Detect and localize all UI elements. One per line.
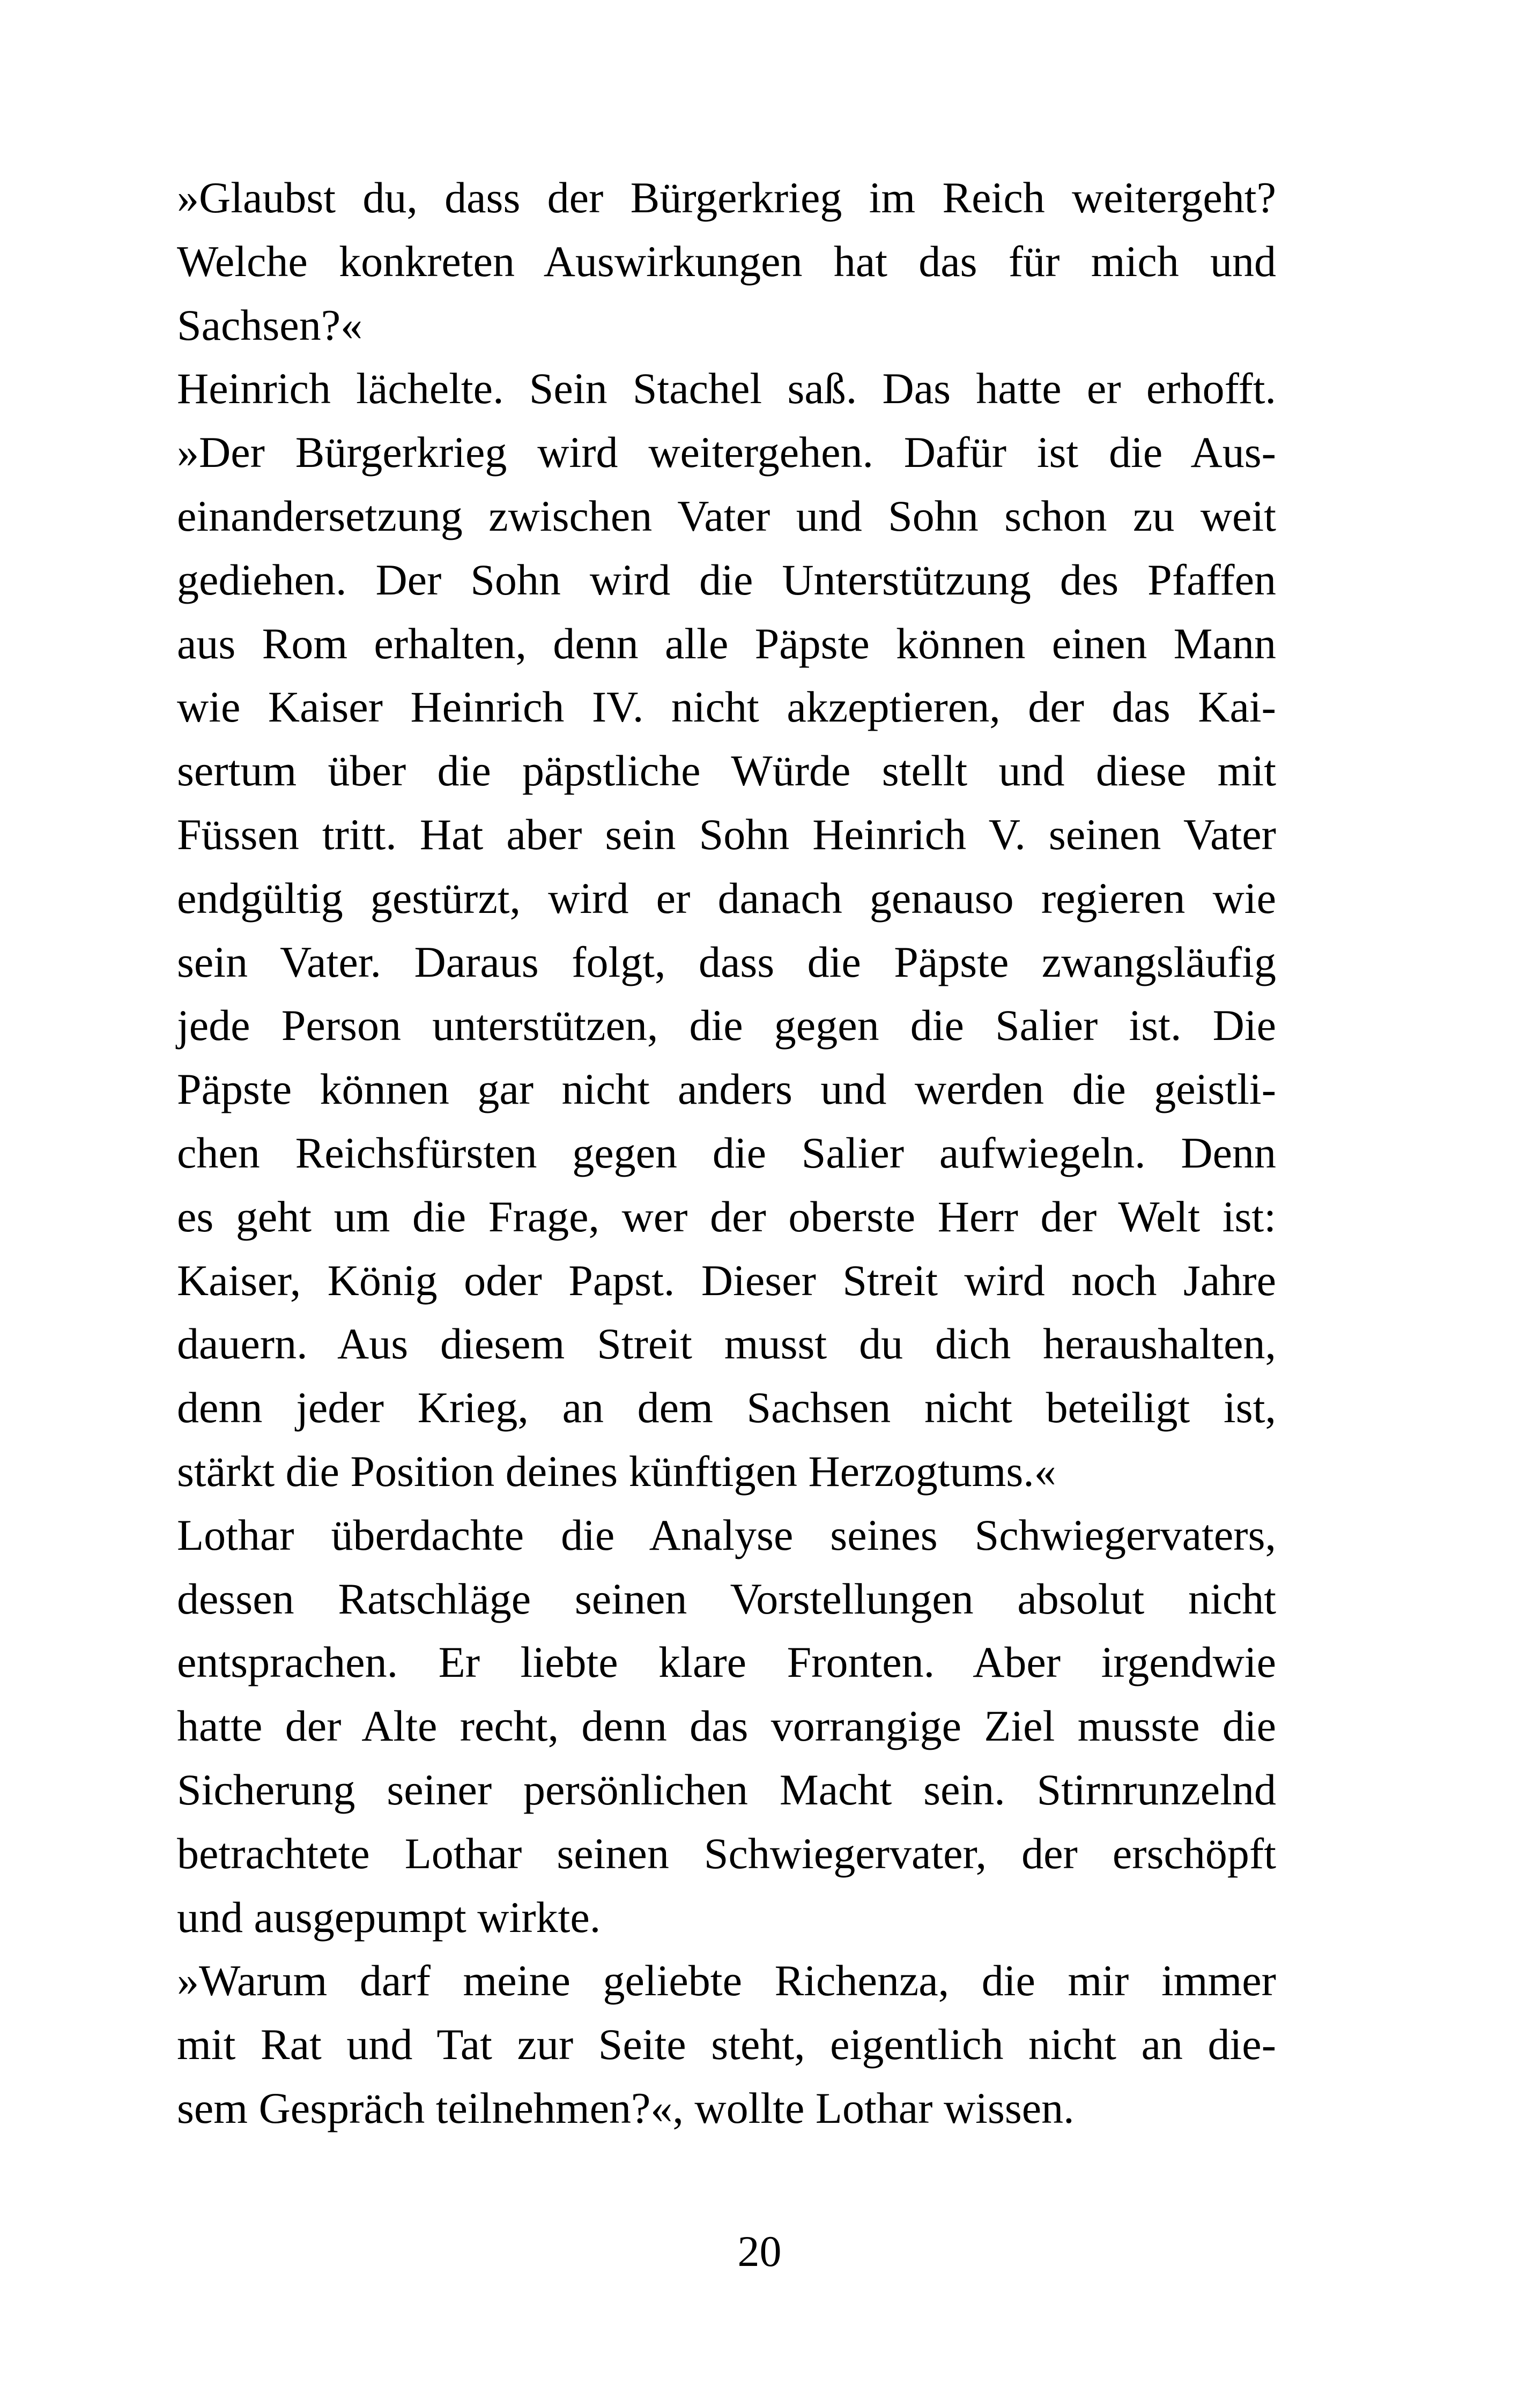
text-line: Päpste können gar nicht anders und werden die geistli- bbox=[177, 1065, 1276, 1114]
text-line: »Glaubst du, dass der Bürgerkrieg im Reich weitergeht? bbox=[177, 173, 1276, 222]
text-line: Füssen tritt. Hat aber sein Sohn Heinrich V. seinen Vater bbox=[177, 809, 1276, 859]
text-line: gediehen. Der Sohn wird die Unterstützung des Pfaffen bbox=[177, 555, 1276, 604]
text-line: entsprachen. Er liebte klare Fronten. Aber irgendwie bbox=[177, 1638, 1276, 1687]
text-line: Heinrich lächelte. Sein Stachel saß. Das hatte er erhofft. bbox=[177, 364, 1276, 413]
text-line: sein Vater. Daraus folgt, dass die Päpste zwangsläufig bbox=[177, 937, 1276, 986]
text-line: und ausgepumpt wirkte. bbox=[177, 1892, 601, 1942]
text-line: Sachsen?« bbox=[177, 300, 363, 350]
text-line: Sicherung seiner persönlichen Macht sein. Stirnrunzelnd bbox=[177, 1765, 1276, 1814]
text-line: Welche konkreten Auswirkungen hat das für mich und bbox=[177, 236, 1276, 286]
text-line: endgültig gestürzt, wird er danach genauso regieren wie bbox=[177, 873, 1276, 923]
text-line: »Warum darf meine geliebte Richenza, die mir immer bbox=[177, 1956, 1276, 2005]
text-line: sem Gespräch teilnehmen?«, wollte Lothar wissen. bbox=[177, 2083, 1075, 2132]
text-line: betrachtete Lothar seinen Schwiegervater, der erschöpft bbox=[177, 1829, 1276, 1878]
text-line: jede Person unterstützen, die gegen die Salier ist. Die bbox=[177, 1001, 1276, 1050]
text-line: es geht um die Frage, wer der oberste Herr der Welt ist: bbox=[177, 1192, 1276, 1241]
text-line: Lothar überdachte die Analyse seines Schwiegervaters, bbox=[177, 1510, 1276, 1559]
page-number: 20 bbox=[737, 2227, 782, 2276]
text-line: stärkt die Position deines künftigen Herzogtums.« bbox=[177, 1446, 1056, 1496]
text-line: chen Reichsfürsten gegen die Salier aufwiegeln. Denn bbox=[177, 1128, 1276, 1177]
text-line: hatte der Alte recht, denn das vorrangige Ziel musste die bbox=[177, 1701, 1276, 1751]
text-line: Kaiser, König oder Papst. Dieser Streit wird noch Jahre bbox=[177, 1255, 1276, 1305]
text-line: »Der Bürgerkrieg wird weitergehen. Dafür ist die Aus- bbox=[177, 428, 1276, 477]
body-text bbox=[177, 166, 1276, 2141]
text-line: dessen Ratschläge seinen Vorstellungen absolut nicht bbox=[177, 1574, 1276, 1623]
text-line: sertum über die päpstliche Würde stellt und diese mit bbox=[177, 746, 1276, 796]
text-line: aus Rom erhalten, denn alle Päpste können einen Mann bbox=[177, 619, 1276, 668]
text-line: dauern. Aus diesem Streit musst du dich heraushalten, bbox=[177, 1319, 1276, 1369]
text-line: wie Kaiser Heinrich IV. nicht akzeptieren, der das Kai- bbox=[177, 682, 1276, 732]
text-line: einandersetzung zwischen Vater und Sohn schon zu weit bbox=[177, 491, 1276, 540]
text-line: mit Rat und Tat zur Seite steht, eigentlich nicht an die- bbox=[177, 2020, 1276, 2069]
text-line: denn jeder Krieg, an dem Sachsen nicht beteiligt ist, bbox=[177, 1383, 1276, 1432]
